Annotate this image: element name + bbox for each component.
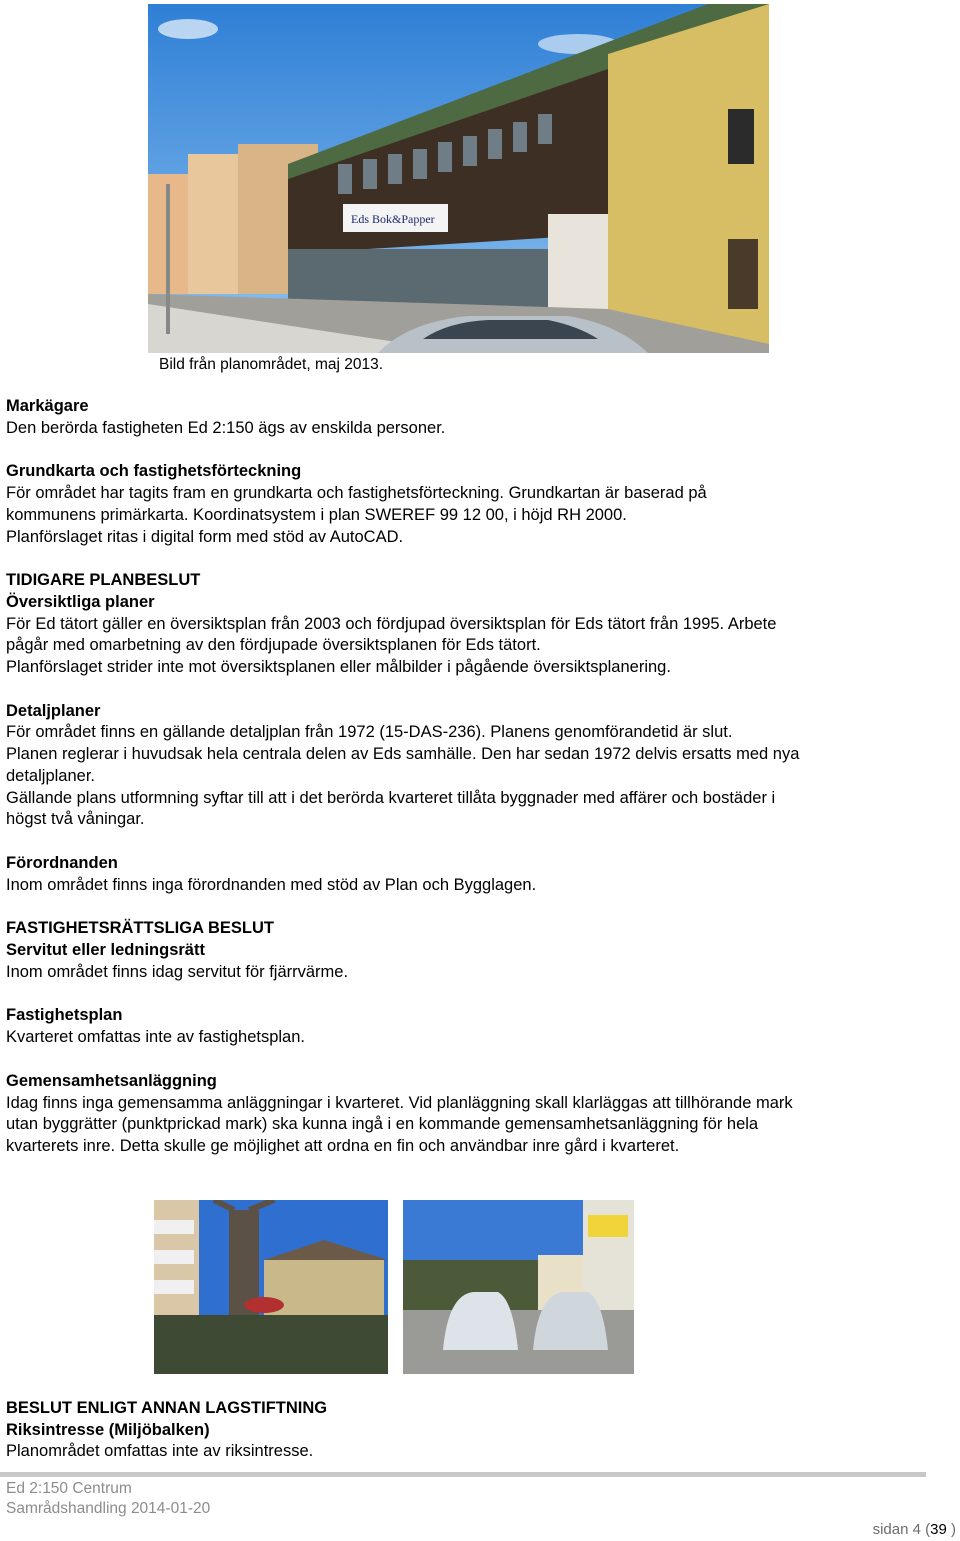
heading-detaljplaner: Detaljplaner	[6, 701, 101, 720]
paragraph-line: Inom området finns inga förordnanden med stöd av Plan och Bygglagen.	[6, 875, 537, 894]
section-annan-lagstiftning	[6, 1398, 946, 1463]
section-markagare	[6, 396, 946, 439]
paragraph-line: Planen reglerar i huvudsak hela centrala delen av Eds samhälle. Den har sedan 1972 delvis ersatts med nya	[6, 745, 800, 764]
main-photo	[148, 4, 769, 353]
section-fastighetsplan	[6, 1005, 946, 1048]
paragraph-line: För Ed tätort gäller en översiktsplan från 2003 och fördjupad översiktsplan för Eds tätort från 1995. Arbete	[6, 614, 777, 633]
heading-tidigare-planbeslut: TIDIGARE PLANBESLUT	[6, 571, 201, 590]
paragraph-line: högst två våningar.	[6, 810, 145, 829]
paragraph-line: Den berörda fastigheten Ed 2:150 ägs av enskilda personer.	[6, 418, 446, 437]
paragraph-line: Planförslaget strider inte mot översiktsplanen eller målbilder i pågående översiktsplanering.	[6, 658, 671, 677]
heading-fastighetsrattsliga: FASTIGHETSRÄTTSLIGA BESLUT	[6, 919, 274, 938]
section-tidigare-planbeslut	[6, 570, 946, 679]
footer-doc-status: Samrådshandling 2014-01-20	[6, 1500, 211, 1517]
paragraph-line: pågår med omarbetning av den fördjupade översiktsplanen för Eds tätort.	[6, 636, 541, 655]
paragraph-line: Idag finns inga gemensamma anläggningar i kvarteret. Vid planläggning skall klarläggas att tillhörande mark	[6, 1093, 793, 1112]
heading-markagare: Markägare	[6, 397, 89, 415]
section-detaljplaner	[6, 701, 946, 831]
page-number	[873, 1519, 956, 1541]
photo-caption: Bild från planområdet, maj 2013.	[159, 356, 384, 373]
paragraph-line: Planförslaget ritas i digital form med stöd av AutoCAD.	[6, 527, 404, 546]
section-grundkarta	[6, 461, 946, 548]
paragraph-line: detaljplaner.	[6, 766, 95, 785]
page-suffix: )	[946, 1521, 956, 1538]
paragraph-line: Inom området finns idag servitut för fjärrvärme.	[6, 962, 349, 981]
section-fastighetsrattsliga	[6, 918, 946, 983]
heading-fastighetsplan: Fastighetsplan	[6, 1006, 123, 1025]
subheading-servitut: Servitut eller ledningsrätt	[6, 941, 205, 960]
paragraph-line: kommunens primärkarta. Koordinatsystem i plan SWEREF 99 12 00, i höjd RH 2000.	[6, 505, 627, 524]
heading-gemensamhetsanlaggning: Gemensamhetsanläggning	[6, 1071, 217, 1090]
courtyard-photo-cars	[403, 1200, 634, 1374]
footer-doc-info	[6, 1479, 210, 1519]
document-body	[6, 396, 946, 1180]
subheading-oversiktliga-planer: Översiktliga planer	[6, 592, 155, 611]
paragraph-line: För området har tagits fram en grundkarta och fastighetsförteckning. Grundkartan är baserad på	[6, 484, 707, 503]
footer-divider	[0, 1472, 926, 1477]
footer-doc-title: Ed 2:150 Centrum	[6, 1480, 132, 1497]
section-forordnanden	[6, 853, 946, 896]
paragraph-line: För området finns en gällande detaljplan från 1972 (15-DAS-236). Planens genomförandetid är slut.	[6, 723, 733, 742]
page-prefix: sidan 4 (	[872, 1521, 931, 1538]
paragraph-line: utan byggrätter (punktprickad mark) ska kunna ingå i en kommande gemensamhetsanläggning för hela	[6, 1115, 759, 1134]
section-gemensamhetsanlaggning	[6, 1071, 946, 1158]
shop-sign-text: Eds Bok&Papper	[351, 212, 435, 226]
paragraph-line: Planområdet omfattas inte av riksintresse.	[6, 1442, 314, 1461]
heading-annan-lagstiftning: BESLUT ENLIGT ANNAN LAGSTIFTNING	[6, 1399, 328, 1417]
paragraph-line: kvarterets inre. Detta skulle ge möjlighet att ordna en fin och användbar inre gård i kvarteret.	[6, 1136, 680, 1155]
paragraph-line: Gällande plans utformning syftar till att i det berörda kvarteret tillåta byggnader med affärer och bostäder i	[6, 788, 776, 807]
courtyard-photo-tree	[154, 1200, 388, 1374]
heading-forordnanden: Förordnanden	[6, 853, 118, 872]
paragraph-line: Kvarteret omfattas inte av fastighetsplan.	[6, 1028, 305, 1047]
page-total: 39	[930, 1521, 947, 1538]
heading-grundkarta: Grundkarta och fastighetsförteckning	[6, 462, 302, 481]
subheading-riksintresse: Riksintresse (Miljöbalken)	[6, 1420, 210, 1439]
